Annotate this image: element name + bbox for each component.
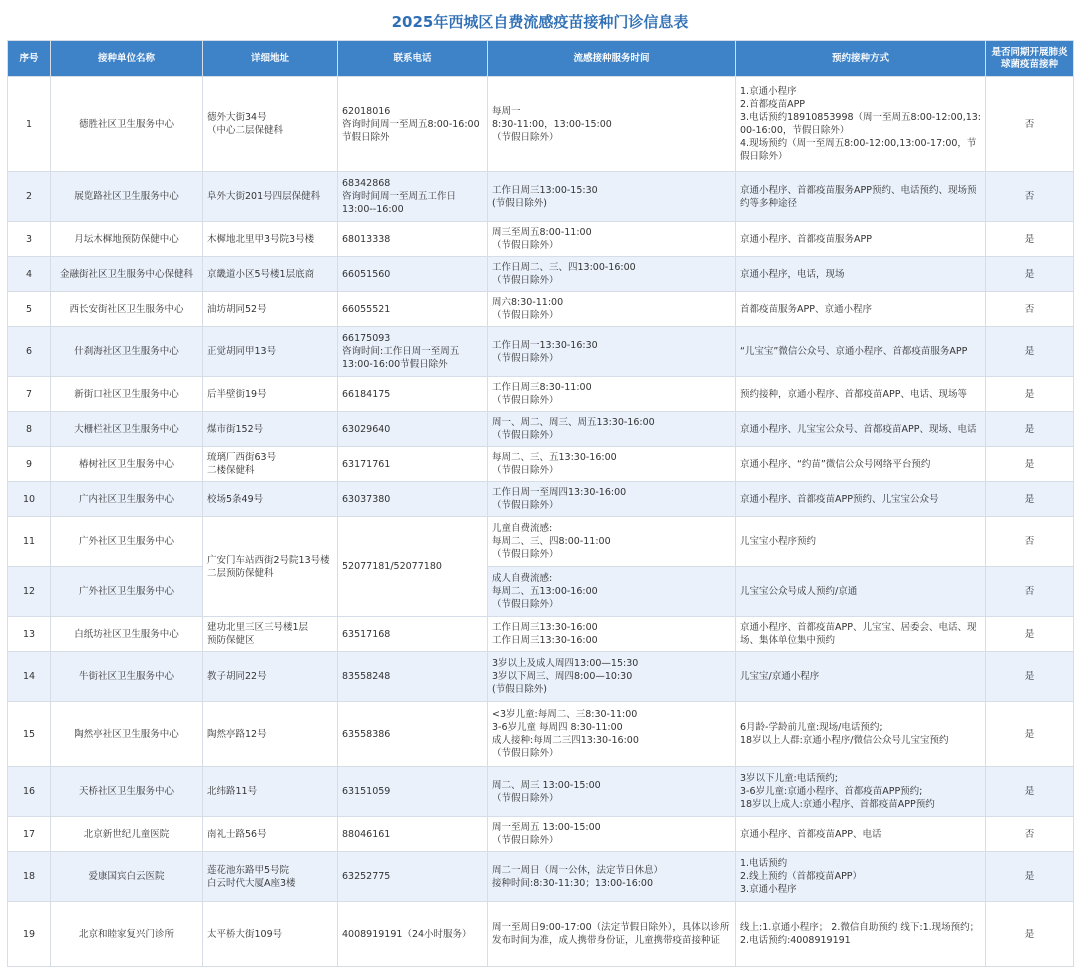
- cell-booking: 预约接种，京通小程序、首都疫苗APP、电话、现场等: [736, 377, 986, 412]
- table-row: [8, 702, 1074, 767]
- cell-phone: 66055521: [338, 292, 488, 327]
- cell-phone: 63252775: [338, 852, 488, 902]
- header-pneumo: 是否同期开展肺炎球菌疫苗接种: [986, 41, 1074, 77]
- cell-pneumo: 否: [986, 817, 1074, 852]
- cell-address: 广安门车站西街2号院13号楼二层预防保健科: [203, 517, 338, 617]
- cell-no: 13: [8, 617, 51, 652]
- cell-name: 德胜社区卫生服务中心: [51, 77, 203, 172]
- cell-no: 17: [8, 817, 51, 852]
- cell-name: 白纸坊社区卫生服务中心: [51, 617, 203, 652]
- cell-address: 正觉胡同甲13号: [203, 327, 338, 377]
- cell-name: 北京新世纪儿童医院: [51, 817, 203, 852]
- cell-no: 12: [8, 567, 51, 617]
- header-address: 详细地址: [203, 41, 338, 77]
- cell-time: 工作日周三13:00-15:30 (节假日除外): [488, 172, 736, 222]
- cell-name: 广外社区卫生服务中心: [51, 517, 203, 567]
- cell-name: 爱康国宾白云医院: [51, 852, 203, 902]
- cell-pneumo: 是: [986, 652, 1074, 702]
- cell-no: 14: [8, 652, 51, 702]
- cell-booking: 京通小程序、首都疫苗APP、电话: [736, 817, 986, 852]
- header-no: 序号: [8, 41, 51, 77]
- cell-name: 北京和睦家复兴门诊所: [51, 902, 203, 967]
- cell-name: 大栅栏社区卫生服务中心: [51, 412, 203, 447]
- table-row: [8, 257, 1074, 292]
- cell-phone: 62018016 咨询时间周一至周五8:00-16:00 节假日除外: [338, 77, 488, 172]
- cell-phone: 63558386: [338, 702, 488, 767]
- cell-phone: 66175093 咨询时间:工作日周一至周五 13:00-16:00节假日除外: [338, 327, 488, 377]
- cell-booking: 儿宝宝公众号成人预约/京通: [736, 567, 986, 617]
- cell-pneumo: 是: [986, 767, 1074, 817]
- table-row: [8, 172, 1074, 222]
- cell-pneumo: 否: [986, 172, 1074, 222]
- cell-booking: 3岁以下儿童:电话预约; 3-6岁儿童:京通小程序、首都疫苗APP预约; 18岁以上成人:京通小程序、首都疫苗APP预约: [736, 767, 986, 817]
- cell-time: 儿童自费流感: 每周二、三、四8:00-11:00 （节假日除外）: [488, 517, 736, 567]
- cell-pneumo: 是: [986, 327, 1074, 377]
- cell-booking: 京通小程序、“约苗”微信公众号网络平台预约: [736, 447, 986, 482]
- cell-address: 煤市街152号: [203, 412, 338, 447]
- cell-booking: 6月龄-学龄前儿童:现场/电话预约; 18岁以上人群:京通小程序/微信公众号儿宝宝预约: [736, 702, 986, 767]
- cell-name: 牛街社区卫生服务中心: [51, 652, 203, 702]
- cell-phone: 68013338: [338, 222, 488, 257]
- cell-pneumo: 是: [986, 377, 1074, 412]
- cell-booking: 首都疫苗服务APP、京通小程序: [736, 292, 986, 327]
- table-row: [8, 77, 1074, 172]
- cell-pneumo: 是: [986, 222, 1074, 257]
- cell-no: 5: [8, 292, 51, 327]
- cell-no: 7: [8, 377, 51, 412]
- cell-address: 陶然亭路12号: [203, 702, 338, 767]
- cell-phone: 63029640: [338, 412, 488, 447]
- cell-phone: 83558248: [338, 652, 488, 702]
- cell-time: 周三至周五8:00-11:00 （节假日除外）: [488, 222, 736, 257]
- cell-name: 什刹海社区卫生服务中心: [51, 327, 203, 377]
- table-row: [8, 377, 1074, 412]
- cell-phone: 66051560: [338, 257, 488, 292]
- cell-address: 阜外大街201号四层保健科: [203, 172, 338, 222]
- cell-address: 莲花池东路甲5号院 白云时代大厦A座3楼: [203, 852, 338, 902]
- table-row: [8, 222, 1074, 257]
- cell-pneumo: 否: [986, 292, 1074, 327]
- cell-pneumo: 否: [986, 517, 1074, 567]
- cell-time: 周二一周日（周一公休，法定节日休息） 接种时间:8:30-11:30；13:00-16:00: [488, 852, 736, 902]
- cell-pneumo: 否: [986, 77, 1074, 172]
- cell-phone: 63037380: [338, 482, 488, 517]
- cell-booking: 京通小程序、首都疫苗APP、儿宝宝、居委会、电话、现场、集体单位集中预约: [736, 617, 986, 652]
- table-row: [8, 327, 1074, 377]
- cell-no: 16: [8, 767, 51, 817]
- cell-time: 工作日周一13:30-16:30 （节假日除外）: [488, 327, 736, 377]
- cell-time: 周一至周五 13:00-15:00 （节假日除外）: [488, 817, 736, 852]
- cell-pneumo: 否: [986, 567, 1074, 617]
- table-row: [8, 617, 1074, 652]
- table-row: [8, 482, 1074, 517]
- cell-name: 西长安街社区卫生服务中心: [51, 292, 203, 327]
- cell-pneumo: 是: [986, 852, 1074, 902]
- header-phone: 联系电话: [338, 41, 488, 77]
- cell-time: 每周二、三、五13:30-16:00 （节假日除外）: [488, 447, 736, 482]
- cell-time: 成人自费流感: 每周二、五13:00-16:00 （节假日除外）: [488, 567, 736, 617]
- cell-no: 4: [8, 257, 51, 292]
- cell-phone: 63151059: [338, 767, 488, 817]
- cell-time: 周一至周日9:00-17:00（法定节假日除外），具体以诊所发布时间为准，成人携带身份证，儿童携带疫苗接种证: [488, 902, 736, 967]
- cell-time: 工作日周一至周四13:30-16:00 （节假日除外）: [488, 482, 736, 517]
- cell-booking: 京通小程序、首都疫苗服务APP预约、电话预约、现场预约等多种途径: [736, 172, 986, 222]
- cell-phone: 66184175: [338, 377, 488, 412]
- cell-phone: 68342868 咨询时间周一至周五工作日 13:00--16:00: [338, 172, 488, 222]
- page-title: 2025年西城区自费流感疫苗接种门诊信息表: [391, 13, 689, 31]
- cell-name: 月坛木樨地预防保健中心: [51, 222, 203, 257]
- header-time: 流感接种服务时间: [488, 41, 736, 77]
- cell-name: 天桥社区卫生服务中心: [51, 767, 203, 817]
- table-row: [8, 412, 1074, 447]
- cell-time: 周一、周二、周三、周五13:30-16:00 （节假日除外）: [488, 412, 736, 447]
- cell-time: 工作日周三8:30-11:00 （节假日除外）: [488, 377, 736, 412]
- cell-no: 11: [8, 517, 51, 567]
- cell-name: 金融街社区卫生服务中心保健科: [51, 257, 203, 292]
- cell-pneumo: 是: [986, 447, 1074, 482]
- cell-booking: 京通小程序、首都疫苗APP预约、儿宝宝公众号: [736, 482, 986, 517]
- cell-address: 德外大街34号 （中心二层保健科: [203, 77, 338, 172]
- table-row: [8, 447, 1074, 482]
- cell-time: 周六8:30-11:00 （节假日除外）: [488, 292, 736, 327]
- cell-no: 1: [8, 77, 51, 172]
- cell-time: 3岁以上及成人周四13:00—15:30 3岁以下周三、周四8:00—10:30 (节假日除外): [488, 652, 736, 702]
- cell-booking: 京通小程序，电话，现场: [736, 257, 986, 292]
- cell-phone: 63171761: [338, 447, 488, 482]
- cell-no: 15: [8, 702, 51, 767]
- cell-no: 9: [8, 447, 51, 482]
- cell-no: 6: [8, 327, 51, 377]
- cell-address: 琉璃厂西街63号 二楼保健科: [203, 447, 338, 482]
- table-row: [8, 517, 1074, 567]
- cell-booking: 儿宝宝/京通小程序: [736, 652, 986, 702]
- cell-name: 广外社区卫生服务中心: [51, 567, 203, 617]
- cell-time: 每周一 8:30-11:00，13:00-15:00 （节假日除外）: [488, 77, 736, 172]
- cell-booking: 京通小程序、儿宝宝公众号、首都疫苗APP、现场、电话: [736, 412, 986, 447]
- cell-name: 展览路社区卫生服务中心: [51, 172, 203, 222]
- cell-pneumo: 是: [986, 412, 1074, 447]
- cell-name: 新街口社区卫生服务中心: [51, 377, 203, 412]
- cell-pneumo: 是: [986, 617, 1074, 652]
- cell-address: 京畿道小区5号楼1层底商: [203, 257, 338, 292]
- cell-address: 木樨地北里甲3号院3号楼: [203, 222, 338, 257]
- cell-booking: 京通小程序、首都疫苗服务APP: [736, 222, 986, 257]
- cell-address: 教子胡同22号: [203, 652, 338, 702]
- cell-pneumo: 是: [986, 257, 1074, 292]
- cell-address: 太平桥大街109号: [203, 902, 338, 967]
- cell-phone: 4008919191（24小时服务）: [338, 902, 488, 967]
- cell-pneumo: 是: [986, 702, 1074, 767]
- table-row: [8, 292, 1074, 327]
- cell-address: 南礼士路56号: [203, 817, 338, 852]
- table-row: [8, 567, 1074, 617]
- cell-booking: “儿宝宝”微信公众号、京通小程序、首都疫苗服务APP: [736, 327, 986, 377]
- cell-time: <3岁儿童:每周二、三8:30-11:00 3-6岁儿童 每周四 8:30-11:00 成人接种:每周二三四13:30-16:00 （节假日除外）: [488, 702, 736, 767]
- cell-no: 8: [8, 412, 51, 447]
- clinic-table: [7, 40, 1074, 967]
- cell-name: 广内社区卫生服务中心: [51, 482, 203, 517]
- table-row: [8, 902, 1074, 967]
- cell-pneumo: 是: [986, 902, 1074, 967]
- table-row: [8, 852, 1074, 902]
- cell-no: 18: [8, 852, 51, 902]
- cell-booking: 1.电话预约 2.线上预约（首都疫苗APP） 3.京通小程序: [736, 852, 986, 902]
- cell-no: 3: [8, 222, 51, 257]
- table-row: [8, 767, 1074, 817]
- cell-name: 椿树社区卫生服务中心: [51, 447, 203, 482]
- cell-phone: 88046161: [338, 817, 488, 852]
- table-row: [8, 652, 1074, 702]
- cell-time: 工作日周二、三、四13:00-16:00 （节假日除外）: [488, 257, 736, 292]
- cell-booking: 儿宝宝小程序预约: [736, 517, 986, 567]
- cell-time: 工作日周三13:30-16:00 工作日周三13:30-16:00: [488, 617, 736, 652]
- header-booking: 预约接种方式: [736, 41, 986, 77]
- cell-address: 校场5条49号: [203, 482, 338, 517]
- cell-address: 后半壁街19号: [203, 377, 338, 412]
- cell-address: 北纬路11号: [203, 767, 338, 817]
- cell-phone: 63517168: [338, 617, 488, 652]
- table-header-row: [8, 41, 1074, 77]
- cell-no: 19: [8, 902, 51, 967]
- cell-address: 建功北里三区三号楼1层 预防保健区: [203, 617, 338, 652]
- cell-booking: 1.京通小程序 2.首都疫苗APP 3.电话预约18910853998（周一至周五8:00-12:00,13:00-16:00，节假日除外） 4.现场预约（周一至周五8:00-12:00,13:00-17:00，节假日除外）: [736, 77, 986, 172]
- cell-pneumo: 是: [986, 482, 1074, 517]
- cell-phone: 52077181/52077180: [338, 517, 488, 617]
- cell-booking: 线上:1.京通小程序； 2.微信自助预约 线下:1.现场预约； 2.电话预约:4008919191: [736, 902, 986, 967]
- cell-name: 陶然亭社区卫生服务中心: [51, 702, 203, 767]
- cell-no: 2: [8, 172, 51, 222]
- header-name: 接种单位名称: [51, 41, 203, 77]
- cell-time: 周二、周三 13:00-15:00 （节假日除外）: [488, 767, 736, 817]
- cell-no: 10: [8, 482, 51, 517]
- cell-address: 油坊胡同52号: [203, 292, 338, 327]
- table-row: [8, 817, 1074, 852]
